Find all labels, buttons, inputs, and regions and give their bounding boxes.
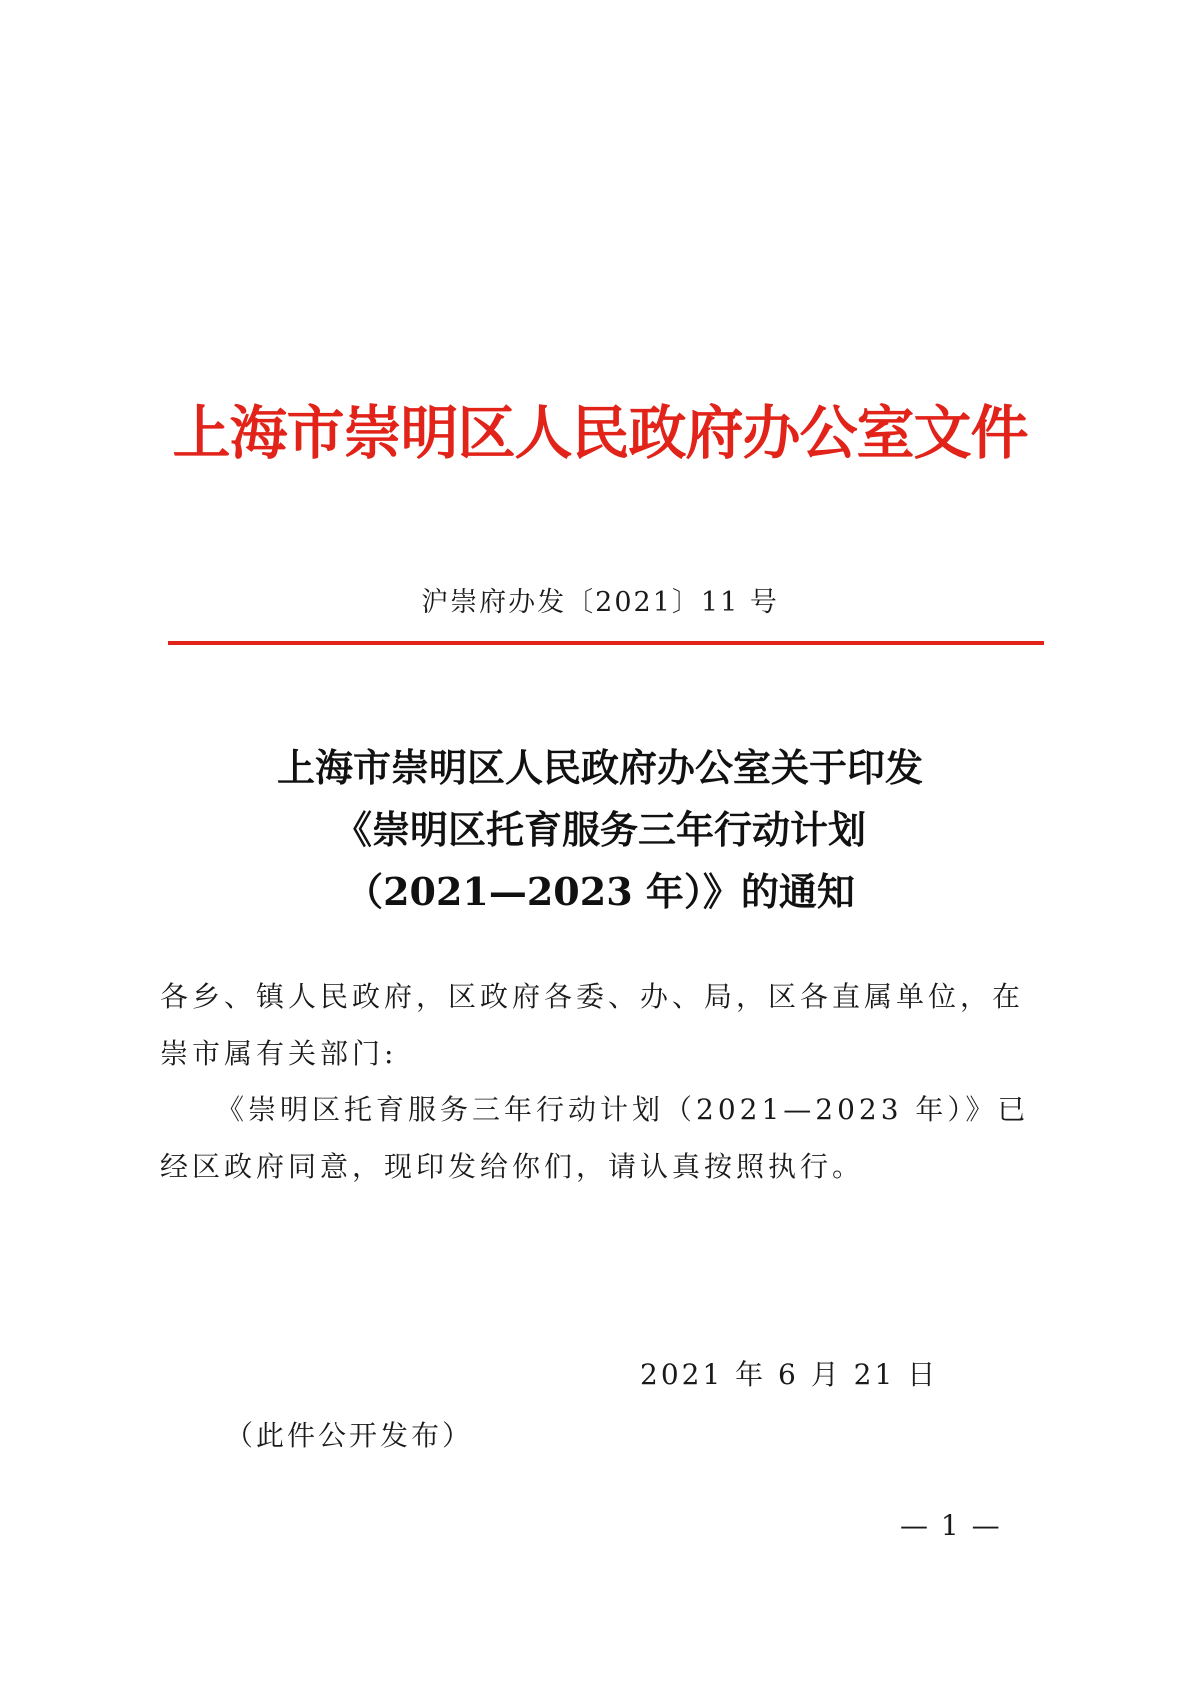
title-line-1: 上海市崇明区人民政府办公室关于印发: [276, 745, 923, 790]
title-line-3: （2021—2023 年）》的通知: [345, 869, 855, 914]
red-divider-line: [168, 641, 1044, 645]
title-line-2: 《崇明区托育服务三年行动计划: [333, 807, 866, 852]
issue-date: 2021 年 6 月 21 日: [640, 1358, 939, 1391]
salutation: 各乡、镇人民政府，区政府各委、办、局，区各直属单位，在崇市属有关部门:: [160, 980, 1025, 1070]
document-number: 沪崇府办发〔2021〕11 号: [421, 587, 779, 618]
page-number: — 1 —: [900, 1509, 1002, 1542]
issuer-header: 上海市崇明区人民政府办公室文件: [172, 399, 1028, 467]
public-release-note: （此件公开发布）: [225, 1419, 474, 1452]
document-title: [170, 737, 1030, 923]
body-paragraph: 《崇明区托育服务三年行动计划（2021—2023 年）》已经区政府同意，现印发给你们，请认真按照执行。: [160, 1093, 1030, 1183]
